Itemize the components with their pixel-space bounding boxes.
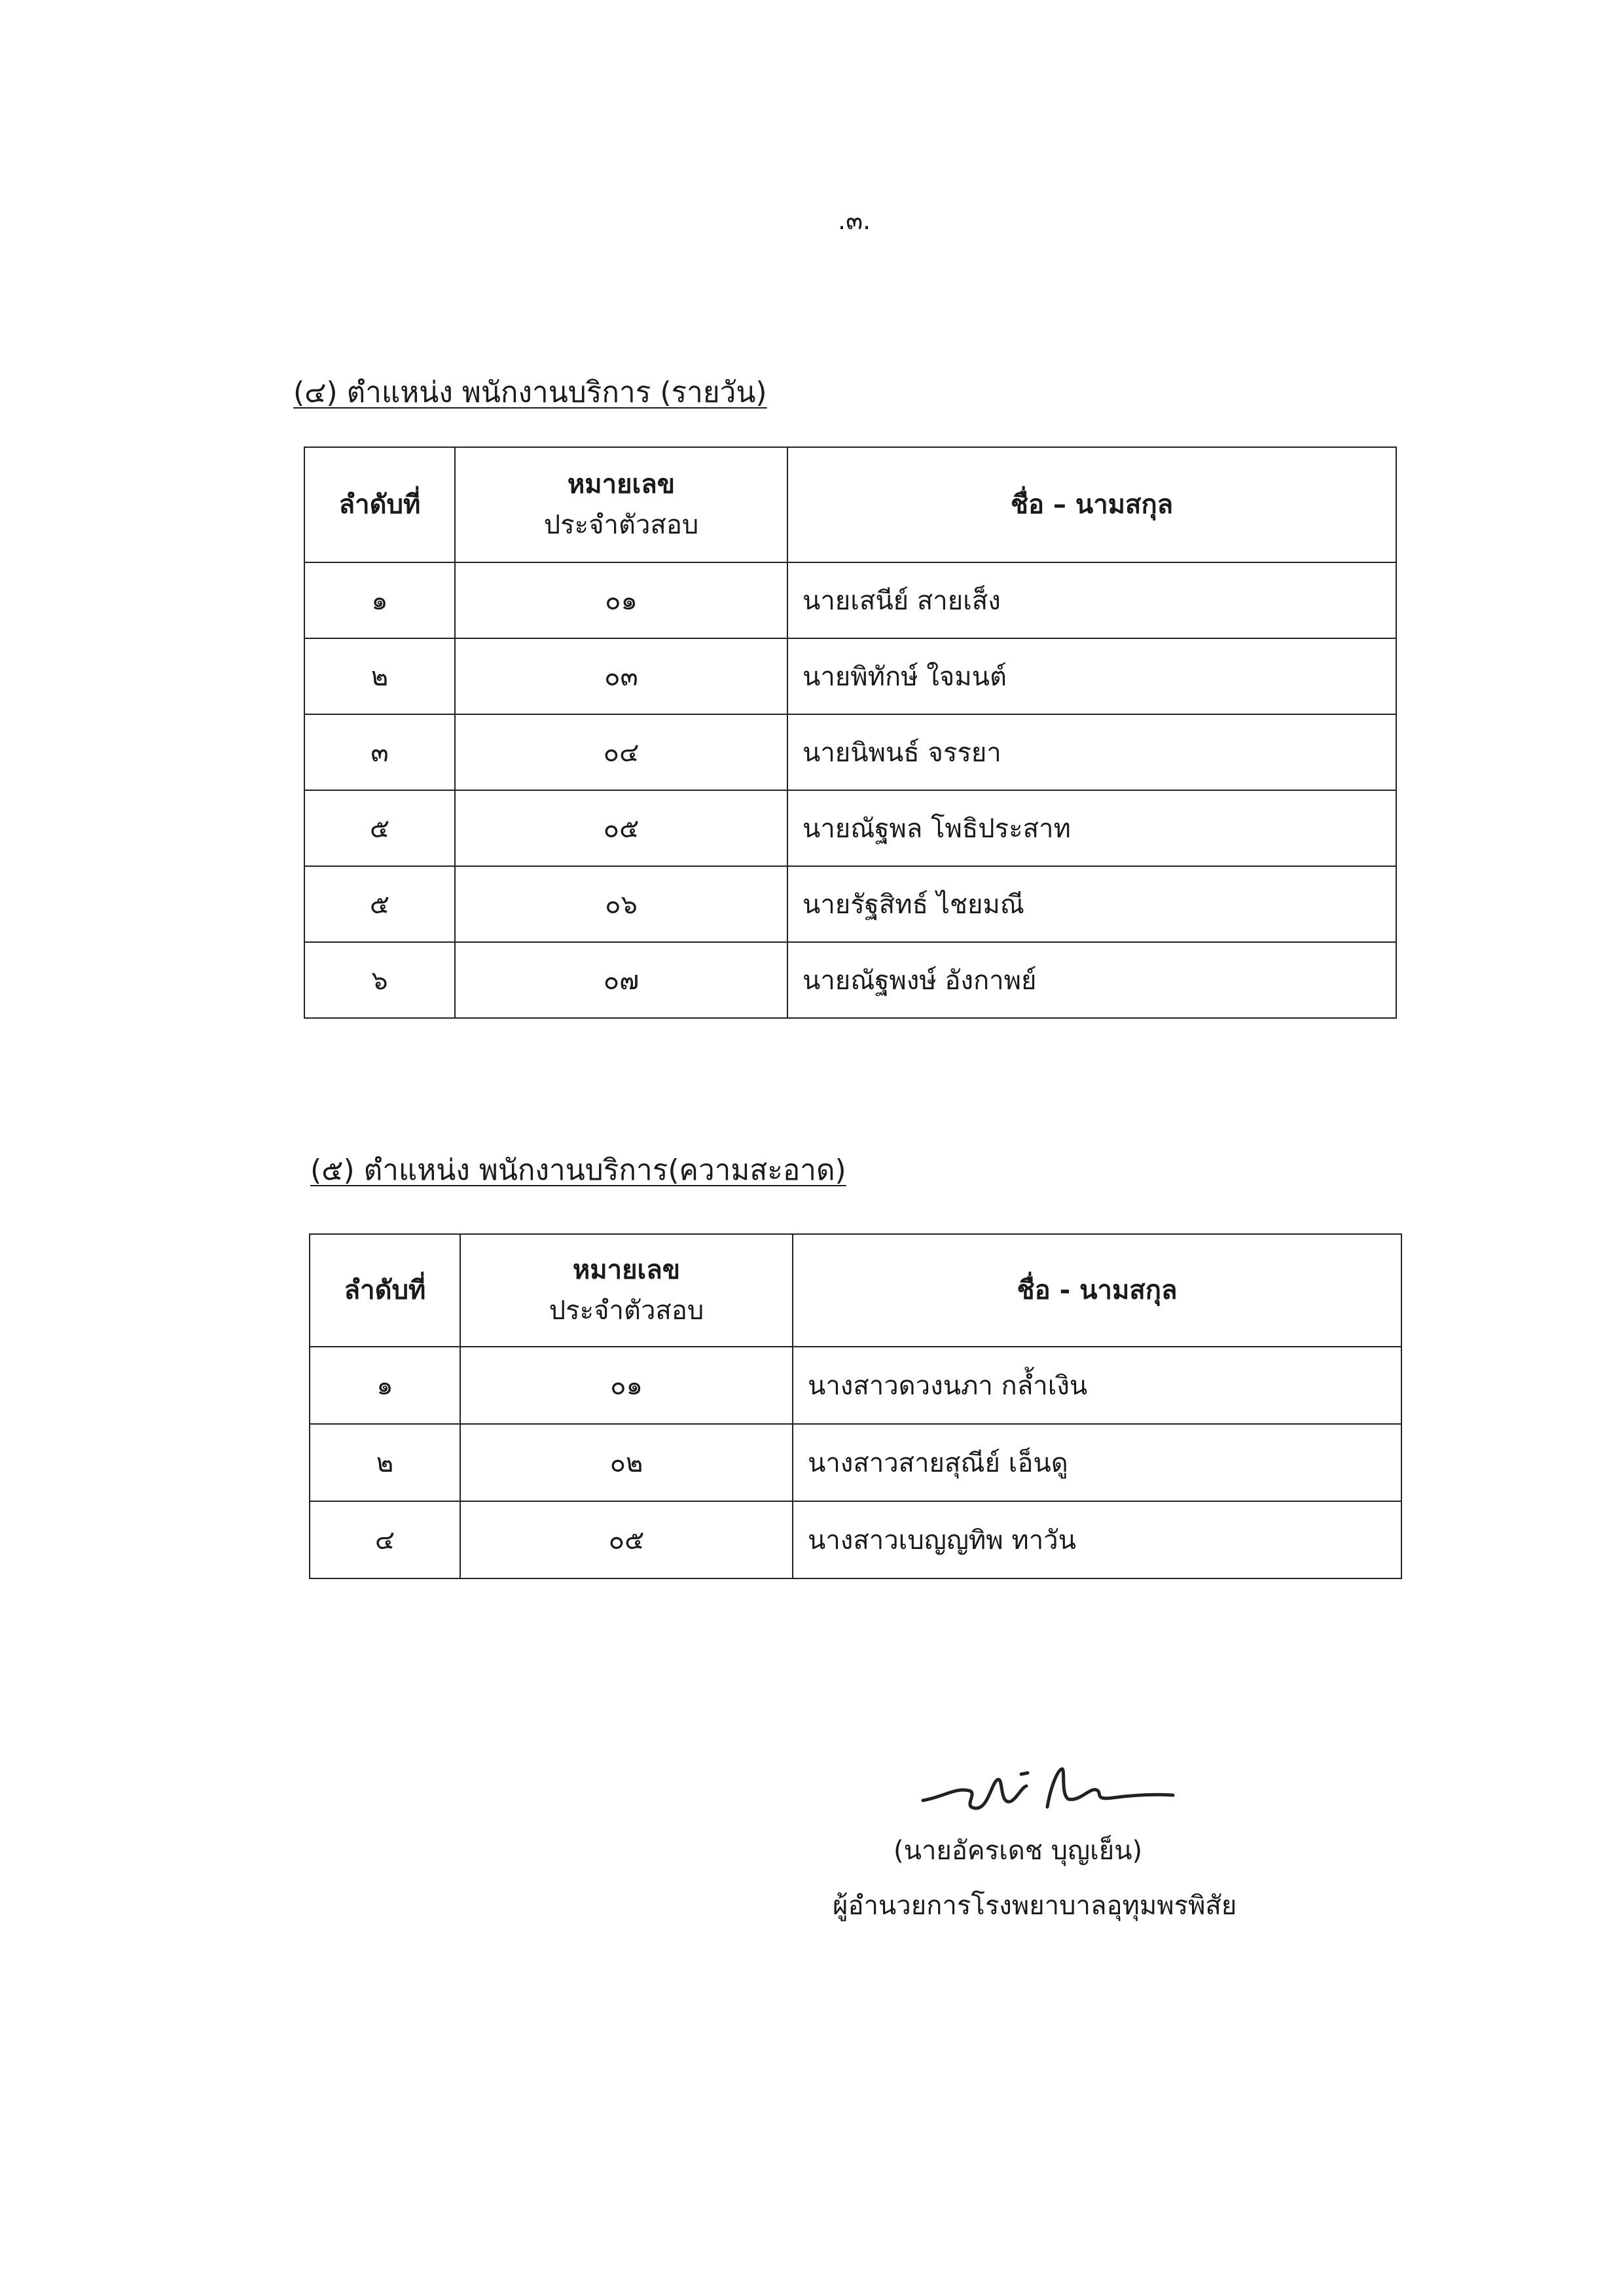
table-row bbox=[304, 790, 1396, 866]
section-heading-daily-service-staff: (๔) ตำแหน่ง พนักงานบริการ (รายวัน) bbox=[293, 376, 767, 409]
table-row bbox=[310, 1501, 1401, 1578]
row-exam-id: ๐๓ bbox=[455, 638, 787, 714]
row-order: ๕ bbox=[304, 866, 455, 942]
row-full-name: นางสาวดวงนภา กล้ำเงิน bbox=[793, 1347, 1401, 1424]
table-row bbox=[304, 562, 1396, 638]
table-row bbox=[310, 1424, 1401, 1501]
cleaning-service-staff-table bbox=[309, 1233, 1402, 1579]
table-row bbox=[310, 1347, 1401, 1424]
row-order: ๓ bbox=[304, 714, 455, 790]
row-exam-id: ๐๗ bbox=[455, 942, 787, 1018]
column-header-exam-id bbox=[460, 1234, 793, 1347]
column-header-full-name: ชื่อ – นามสกุล bbox=[787, 447, 1396, 562]
column-header-exam-id bbox=[455, 447, 787, 562]
column-header-exam-id-line1: หมายเลข bbox=[572, 1255, 681, 1285]
column-header-full-name: ชื่อ - นามสกุล bbox=[793, 1234, 1401, 1347]
column-header-exam-id-line2: ประจำตัวสอบ bbox=[543, 510, 699, 540]
column-header-exam-id-line1: หมายเลข bbox=[567, 469, 676, 500]
table-row bbox=[304, 866, 1396, 942]
row-order: ๖ bbox=[304, 942, 455, 1018]
row-full-name: นายรัฐสิทธ์ ไชยมณี bbox=[787, 866, 1396, 942]
row-exam-id: ๐๕ bbox=[460, 1501, 793, 1578]
table-row bbox=[304, 942, 1396, 1018]
page-number: .๓. bbox=[838, 206, 871, 235]
row-exam-id: ๐๑ bbox=[455, 562, 787, 638]
signatory-title: ผู้อำนวยการโรงพยาบาลอุทุมพรพิสัย bbox=[833, 1891, 1237, 1921]
row-exam-id: ๐๖ bbox=[455, 866, 787, 942]
column-header-exam-id-line2: ประจำตัวสอบ bbox=[549, 1296, 704, 1326]
signatory-name: (นายอัครเดช บุญเย็น) bbox=[893, 1836, 1143, 1866]
row-order: ๔ bbox=[310, 1501, 460, 1578]
column-header-order: ลำดับที่ bbox=[304, 447, 455, 562]
row-exam-id: ๐๔ bbox=[455, 714, 787, 790]
row-full-name: นางสาวสายสุณีย์ เอ็นดู bbox=[793, 1424, 1401, 1501]
row-order: ๑ bbox=[310, 1347, 460, 1424]
row-full-name: นายพิทักษ์ ใจมนต์ bbox=[787, 638, 1396, 714]
table-row bbox=[304, 714, 1396, 790]
row-full-name: นายณัฐพงษ์ อังกาพย์ bbox=[787, 942, 1396, 1018]
row-exam-id: ๐๒ bbox=[460, 1424, 793, 1501]
row-order: ๕ bbox=[304, 790, 455, 866]
daily-service-staff-table bbox=[304, 446, 1397, 1019]
row-exam-id: ๐๕ bbox=[455, 790, 787, 866]
row-order: ๒ bbox=[310, 1424, 460, 1501]
table-header-row bbox=[310, 1234, 1401, 1347]
row-full-name: นายณัฐพล โพธิประสาท bbox=[787, 790, 1396, 866]
table-row bbox=[304, 638, 1396, 714]
row-full-name: นายนิพนธ์ จรรยา bbox=[787, 714, 1396, 790]
row-order: ๒ bbox=[304, 638, 455, 714]
table-header-row bbox=[304, 447, 1396, 562]
row-full-name: นายเสนีย์ สายเส็ง bbox=[787, 562, 1396, 638]
column-header-order: ลำดับที่ bbox=[310, 1234, 460, 1347]
row-exam-id: ๐๑ bbox=[460, 1347, 793, 1424]
handwritten-signature bbox=[916, 1761, 1178, 1827]
section-heading-cleaning-service-staff: (๕) ตำแหน่ง พนักงานบริการ(ความสะอาด) bbox=[310, 1154, 846, 1187]
row-full-name: นางสาวเบญญทิพ ทาวัน bbox=[793, 1501, 1401, 1578]
row-order: ๑ bbox=[304, 562, 455, 638]
